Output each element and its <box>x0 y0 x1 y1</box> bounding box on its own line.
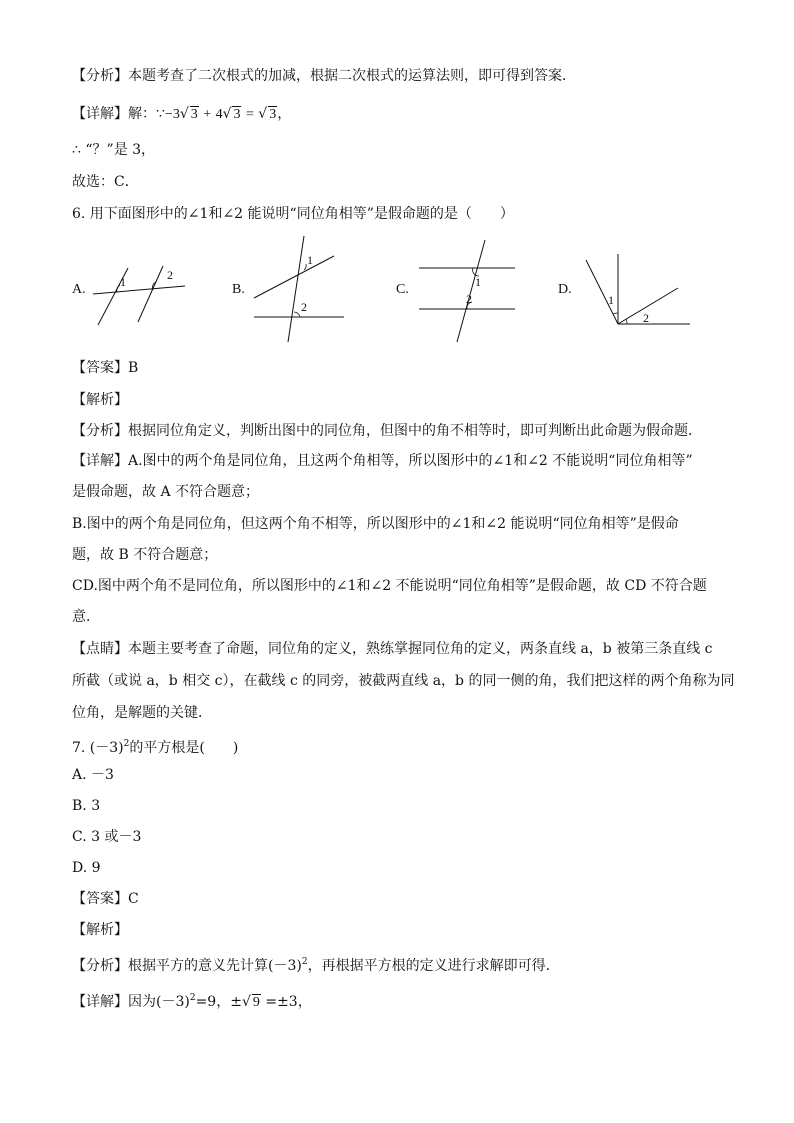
sqrt-sign: √ 3 <box>258 106 277 122</box>
option-d-letter: D. <box>558 282 572 297</box>
detail-prefix: 因为(－3) <box>128 994 190 1010</box>
analysis-tag: 【分析】 <box>72 958 128 974</box>
q6-answer <box>72 358 138 378</box>
eq-radicand-3: 3 <box>269 107 277 122</box>
fig-d-arc-2 <box>626 319 627 324</box>
fig-a-line-2 <box>138 266 163 322</box>
fig-b-line-top <box>254 256 334 298</box>
q7-question-prefix: 7. (－3) <box>72 740 124 756</box>
eq-radicand-2: 3 <box>233 107 241 122</box>
sqrt-sign: √ 3 <box>179 106 198 122</box>
q7-explain-tag: 【解析】 <box>72 922 128 938</box>
fig-b-label-1: 1 <box>307 253 313 267</box>
detail-text: A.图中的两个角是同位角，且这两个角相等，所以图形中的∠1和∠2 不能说明“同位角相等” <box>128 453 693 469</box>
point-tag: 【点睛】 <box>72 641 128 657</box>
fig-c-label-2: 2 <box>466 292 472 306</box>
q5-detail <box>72 104 291 125</box>
figure-d <box>580 250 696 330</box>
fig-a-label-2: 2 <box>167 268 173 282</box>
analysis-tag: 【分析】 <box>72 68 128 84</box>
q5-analysis <box>72 66 576 86</box>
fig-b-arc-2 <box>294 312 300 317</box>
detail-mid: =9，± <box>195 994 242 1010</box>
sqrt-sign: √ 9 <box>241 994 260 1010</box>
because-symbol: ∵ <box>156 107 165 122</box>
eq-equals: = <box>245 107 254 122</box>
detail-tag: 【详解】 <box>72 453 128 469</box>
q6-detail-4: 题，故 B 不符合题意； <box>72 547 218 563</box>
figure-b <box>250 232 350 344</box>
q6-detail-6: 意． <box>72 609 100 625</box>
option-b-letter: B. <box>232 282 245 297</box>
fig-d-arc-1 <box>613 313 618 314</box>
q6-analysis <box>72 421 702 441</box>
analysis-suffix: ，再根据平方根的定义进行求解即可得. <box>307 958 551 974</box>
q6-detail-3: B.图中的两个角是同位角，但这两个角不相等，所以图形中的∠1和∠2 能说明“同位角相等”是假命 <box>72 516 679 532</box>
fig-d-label-1: 1 <box>608 293 614 307</box>
option-a-letter: A. <box>72 282 86 297</box>
fig-a-transversal <box>93 286 185 294</box>
q7-answer <box>72 889 139 909</box>
detail-radicand: 9 <box>252 995 260 1010</box>
q5-choose: 故选：C． <box>72 174 139 190</box>
answer-value: B <box>128 360 139 376</box>
q6-point-1 <box>72 639 713 659</box>
answer-tag: 【答案】 <box>72 360 128 376</box>
analysis-text: 本题考查了二次根式的加减，根据二次根式的运算法则，即可得到答案． <box>128 68 576 84</box>
detail-sup: 2 <box>189 993 196 1003</box>
q7-question-suffix: 的平方根是( ) <box>129 740 239 756</box>
fig-c-label-1: 1 <box>475 275 481 289</box>
figure-c <box>415 236 519 344</box>
fig-c-transversal <box>457 240 485 342</box>
fig-a-label-1: 1 <box>120 275 126 289</box>
q6-detail-1 <box>72 451 693 471</box>
eq-radicand-1: 3 <box>190 107 198 122</box>
figure-a <box>90 262 190 328</box>
fig-d-left-ray <box>586 260 618 324</box>
q7-option-b: B. 3 <box>72 798 101 814</box>
q7-option-c: C. 3 或－3 <box>72 829 142 845</box>
detail-prefix: 解： <box>128 106 156 122</box>
eq-end: ， <box>277 106 292 122</box>
analysis-text: 根据同位角定义，判断出图中的同位角，但图中的角不相等时，即可判断出此命题为假命题． <box>128 423 702 439</box>
detail-suffix: =±3， <box>260 994 312 1010</box>
q6-point-3: 位角，是解题的关键． <box>72 705 212 721</box>
fig-b-transversal <box>288 236 304 342</box>
detail-tag: 【详解】 <box>72 106 128 122</box>
answer-tag: 【答案】 <box>72 891 128 907</box>
q7-option-d: D. 9 <box>72 860 101 876</box>
q6-explain-tag: 【解析】 <box>72 392 128 408</box>
q7-question-sup: 2 <box>123 739 130 749</box>
point-text: 本题主要考查了命题，同位角的定义，熟练掌握同位角的定义，两条直线 a，b 被第三条直线 c <box>128 641 713 657</box>
analysis-sup: 2 <box>301 957 308 967</box>
q7-question <box>72 734 238 758</box>
therefore-text: “？”是 3， <box>85 142 156 158</box>
q6-question: 6. 用下面图形中的∠1和∠2 能说明“同位角相等”是假命题的是（ ） <box>72 206 514 222</box>
fig-d-label-2: 2 <box>643 311 649 325</box>
therefore-symbol: ∴ <box>72 143 81 158</box>
eq-coef1: −3 <box>164 107 180 122</box>
analysis-prefix: 根据平方的意义先计算(－3) <box>128 958 302 974</box>
q7-detail <box>72 988 312 1013</box>
q5-therefore <box>72 140 155 161</box>
q7-analysis <box>72 952 550 976</box>
q6-detail-5: CD.图中两个角不是同位角，所以图形中的∠1和∠2 不能说明“同位角相等”是假命题，故 CD 不符合题 <box>72 578 707 594</box>
eq-plus: + <box>203 107 212 122</box>
fig-b-arc-1 <box>304 264 306 270</box>
q7-option-a: A. －3 <box>72 767 114 783</box>
q6-detail-2: 是假命题，故 A 不符合题意； <box>72 484 260 500</box>
fig-b-label-2: 2 <box>301 300 307 314</box>
analysis-tag: 【分析】 <box>72 423 128 439</box>
q6-point-2: 所截（或说 a，b 相交 c），在截线 c 的同旁，被截两直线 a，b 的同一侧的角，我们把这样的两个角称为同 <box>72 673 735 689</box>
sqrt-sign: √ 3 <box>222 106 241 122</box>
eq-coef2: 4 <box>215 107 223 122</box>
option-c-letter: C. <box>396 282 409 297</box>
detail-tag: 【详解】 <box>72 994 128 1010</box>
answer-value: C <box>128 891 139 907</box>
